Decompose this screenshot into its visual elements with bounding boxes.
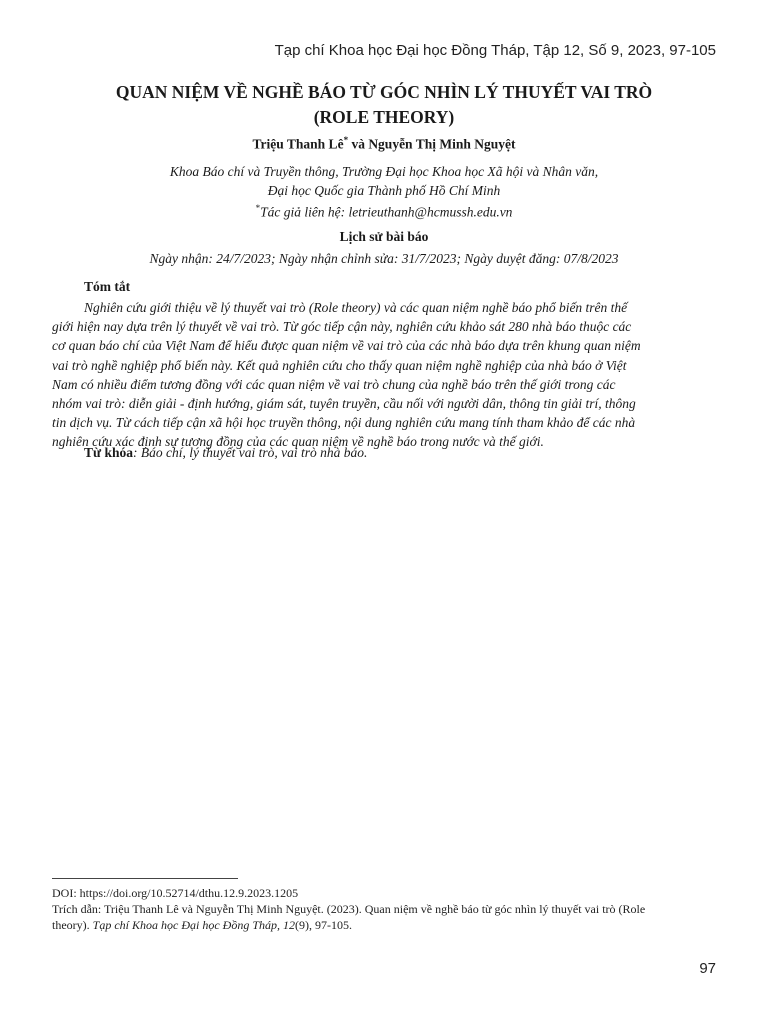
abstract-line: nghiên cứu xác định sự tương đồng của các quan niệm về nghề báo trong nước và thế giới. [52, 434, 544, 450]
doi-line: DOI: https://doi.org/10.52714/dthu.12.9.2023.1205 [52, 886, 299, 900]
contact-mark: * [255, 203, 261, 213]
corresponding-contact [0, 203, 768, 221]
abstract-line: vai trò nghề nghiệp phổ biến này. Kết quả nghiên cứu cho thấy quan niệm nghề nghiệp của nhà báo ở Việt [52, 357, 627, 373]
author-list [0, 135, 768, 153]
footnotes [52, 885, 720, 933]
page-number: 97 [699, 960, 716, 977]
abstract-heading: Tóm tắt [84, 279, 131, 294]
keywords-label: Từ khóa [84, 445, 133, 460]
abstract-line: cơ quan báo chí của Việt Nam để hiểu được quan niệm về vai trò của các nhà báo dựa trên khung quan niệm [52, 338, 641, 354]
corresponding-mark: * [343, 135, 349, 145]
abstract-line: Nghiên cứu giới thiệu về lý thuyết vai trò (Role theory) và các quan niệm nghề báo phổ biến trên thế [84, 300, 628, 315]
title-line-1: QUAN NIỆM VỀ NGHỀ BÁO TỪ GÓC NHÌN LÝ THUYẾT VAI TRÒ [115, 82, 653, 102]
abstract-line: giới hiện nay dựa trên lý thuyết về vai trò. Từ góc tiếp cận này, nghiên cứu khảo sát 280 nhà báo thuộc các [52, 319, 632, 335]
history-dates: Ngày nhận: 24/7/2023; Ngày nhận chỉnh sửa: 31/7/2023; Ngày duyệt đăng: 07/8/2023 [149, 251, 619, 266]
abstract-body [52, 298, 718, 452]
author-connector: và [348, 136, 369, 152]
keywords [84, 445, 367, 461]
abstract-line: Nam có nhiều điểm tương đồng với các quan niệm về vai trò chung của nghề báo trên thế giới trong các [52, 376, 616, 392]
paper-title [40, 80, 728, 130]
citation-issue: (9), 97-105. [295, 918, 352, 932]
citation-journal: Tạp chí Khoa học Đại học Đồng Tháp, 12 [92, 918, 295, 932]
abstract-line: nhóm vai trò: diễn giải - định hướng, giám sát, tuyên truyền, cầu nối với người dân, thông tin giải trí, thông [52, 396, 636, 412]
citation-line-2-start: theory). [52, 918, 93, 932]
affiliation-line-2: Đại học Quốc gia Thành phố Hồ Chí Minh [267, 183, 501, 198]
author-1: Triệu Thanh Lê [252, 136, 344, 152]
abstract-line: tin dịch vụ. Từ cách tiếp cận xã hội học truyền thông, nội dung nghiên cứu mang tính tham khảo để các nhà [52, 415, 636, 431]
citation-line-2 [52, 917, 720, 933]
keywords-text: : Báo chí, lý thuyết vai trò, vai trò nhà báo. [133, 445, 368, 460]
history-heading: Lịch sử bài báo [339, 229, 429, 244]
footnote-divider [52, 878, 238, 879]
citation-line-1: Trích dẫn: Triệu Thanh Lê và Nguyễn Thị Minh Nguyệt. (2023). Quan niệm về nghề báo từ góc nhìn lý thuyết vai trò (Role [52, 902, 646, 916]
affiliation-line-1: Khoa Báo chí và Truyền thông, Trường Đại học Khoa học Xã hội và Nhân văn, [169, 164, 599, 179]
journal-header: Tạp chí Khoa học Đại học Đồng Tháp, Tập 12, Số 9, 2023, 97-105 [274, 42, 716, 59]
author-2: Nguyễn Thị Minh Nguyệt [368, 136, 516, 152]
contact-text: Tác giả liên hệ: letrieuthanh@hcmussh.edu.vn [260, 204, 513, 220]
title-line-2: (ROLE THEORY) [313, 107, 455, 127]
affiliation [0, 162, 768, 200]
